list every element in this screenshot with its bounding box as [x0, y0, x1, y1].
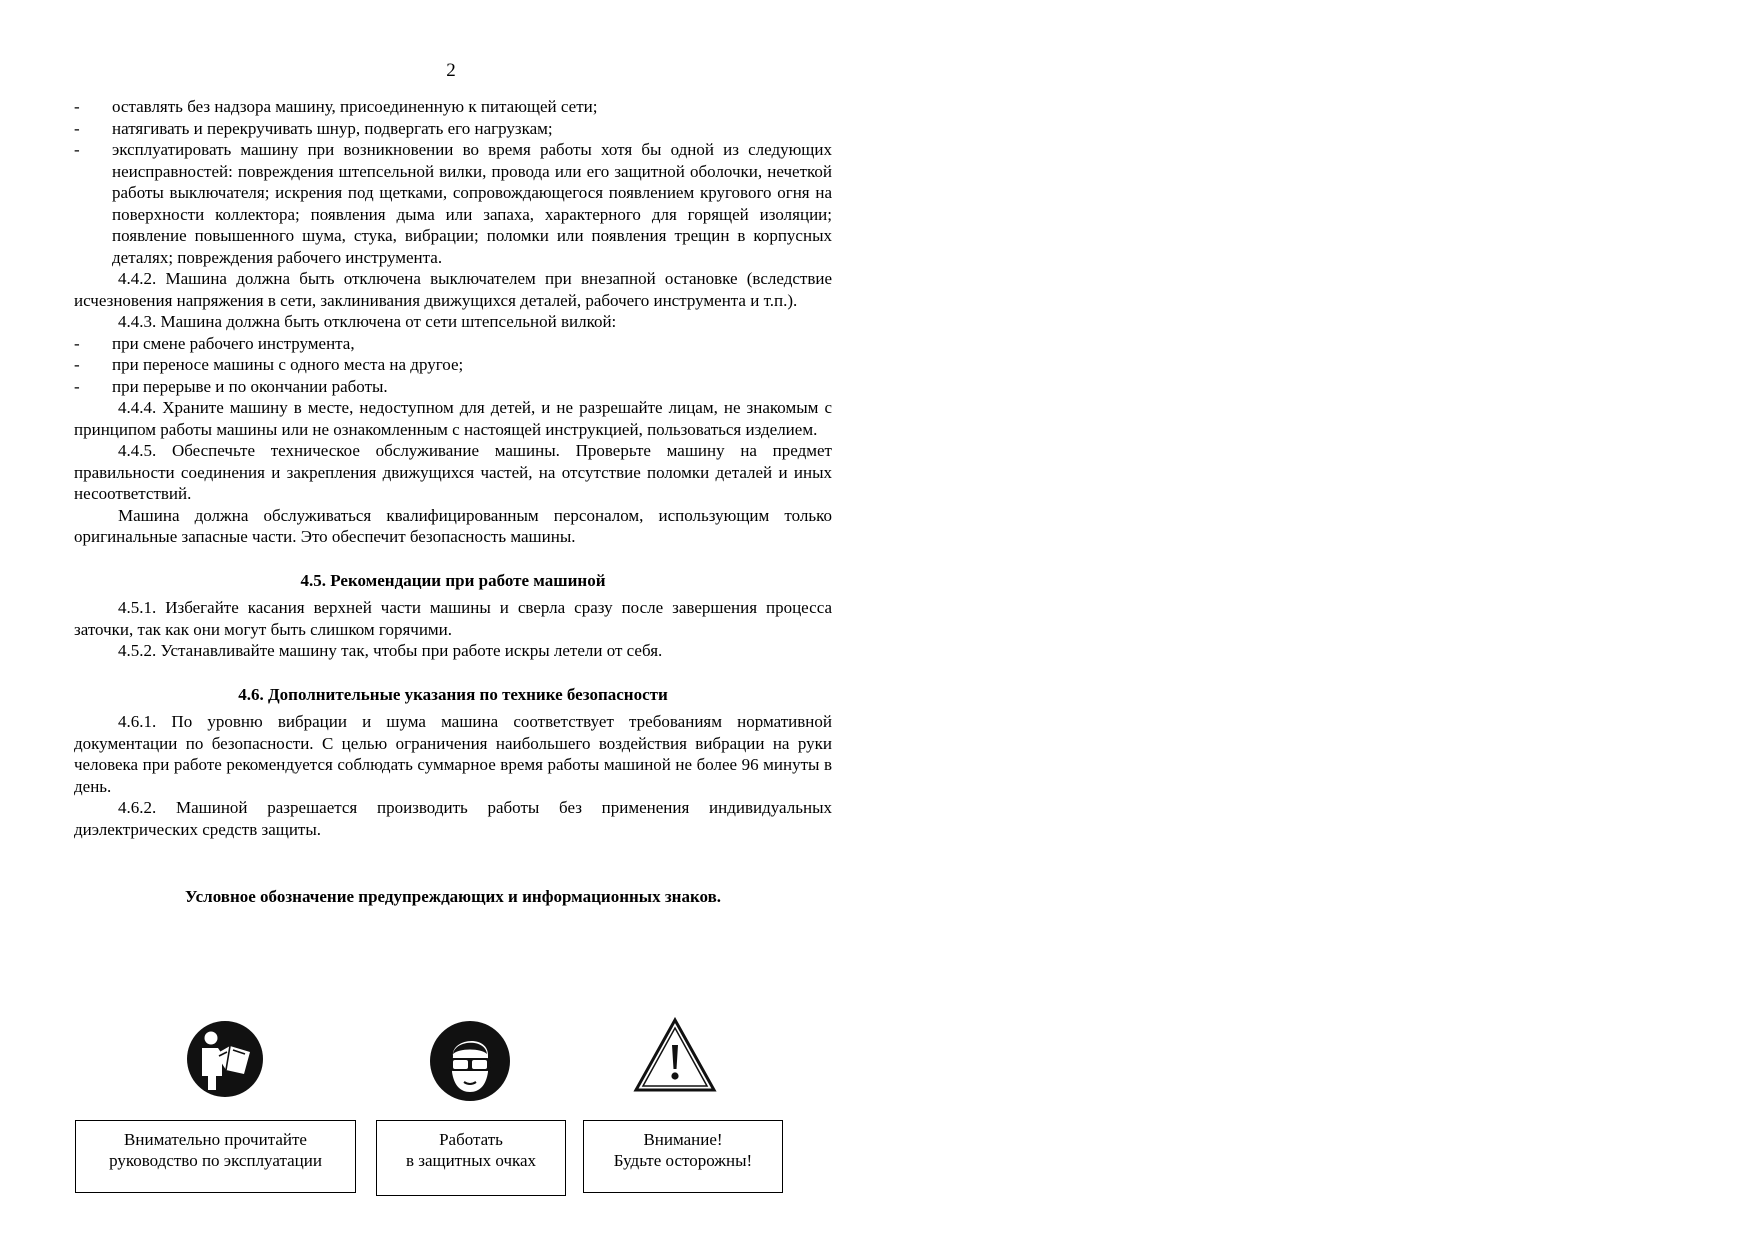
list-item	[74, 354, 832, 376]
caption-line: в защитных очках	[405, 1151, 537, 1170]
paragraph-4-5-2: 4.5.2. Устанавливайте машину так, чтобы при работе искры летели от себя.	[118, 641, 663, 660]
warning-triangle-icon	[633, 1017, 717, 1093]
bullet-dash: -	[74, 376, 80, 396]
bullet-dash: -	[74, 333, 80, 353]
bullet-text: при переносе машины с одного места на другое;	[112, 355, 464, 374]
sign-caption-read-manual	[75, 1120, 356, 1193]
paragraph-4-6-2: 4.6.2. Машиной разрешается производить работы без применения индивидуальных диэлектрических средств защиты.	[74, 798, 832, 839]
heading-4-6: 4.6. Дополнительные указания по технике безопасности	[238, 684, 668, 704]
bullet-text: эксплуатировать машину при возникновении во время работы хотя бы одной из следующих неисправностей: повреждения штепсельной вилки, провода или его защитной оболочки, нечеткой работы выключателя; искрения под щетками, сопровождающегося появлением кругового огня на поверхности коллектора; появления дыма или запаха, характерного для горящей изоляции; появление повышенного шума, стука, вибрации; поломки или появления трещин в корпусных деталях; повреждения рабочего инструмента.	[112, 140, 832, 267]
paragraph-4-4-2: 4.4.2. Машина должна быть отключена выключателем при внезапной остановке (вследствие исчезновения напряжения в сети, заклинивания движущихся деталей, рабочего инструмента и т.п.).	[74, 269, 832, 310]
caption-line: Работать	[439, 1130, 503, 1149]
paragraph-4-4-5: 4.4.5. Обеспечьте техническое обслуживание машины. Проверьте машину на предмет правильности соединения и закрепления движущихся частей, на отсутствие поломки деталей и иных несоответствий.	[74, 441, 832, 503]
caption-line: Внимание!	[643, 1130, 723, 1149]
list-item	[74, 333, 832, 355]
bullet-text: при смене рабочего инструмента,	[112, 333, 355, 353]
paragraph-4-5-1: 4.5.1. Избегайте касания верхней части машины и сверла сразу после завершения процесса заточки, так как они могут быть слишком горячими.	[74, 598, 832, 639]
signs-title: Условное обозначение предупреждающих и информационных знаков.	[184, 887, 722, 906]
sign-caption-goggles	[376, 1120, 566, 1196]
list-item	[74, 376, 832, 398]
bullet-dash: -	[74, 97, 80, 116]
heading-4-5: 4.5. Рекомендации при работе машиной	[300, 570, 606, 590]
list-item	[74, 139, 832, 268]
paragraph-4-4-3: 4.4.3. Машина должна быть отключена от сети штепсельной вилкой:	[118, 312, 617, 331]
paragraph-4-4-4: 4.4.4. Храните машину в месте, недоступном для детей, и не разрешайте лицам, не знакомым с принципом работы машины или не ознакомленным с настоящей инструкцией, пользоваться изделием.	[74, 398, 832, 439]
section-4-4-text	[74, 96, 832, 908]
caption-line: Будьте осторожны!	[613, 1151, 753, 1170]
bullet-text: оставлять без надзора машину, присоединенную к питающей сети;	[112, 97, 598, 116]
paragraph-service: Машина должна обслуживаться квалифицированным персоналом, использующим только оригинальные запасные части. Это обеспечит безопасность машины.	[74, 505, 832, 546]
bullet-dash: -	[74, 118, 80, 138]
bullet-text: натягивать и перекручивать шнур, подвергать его нагрузкам;	[112, 118, 553, 138]
caption-line: Внимательно прочитайте	[124, 1130, 307, 1149]
read-manual-icon	[186, 1020, 264, 1098]
caption-line: руководство по эксплуатации	[109, 1151, 322, 1170]
bullet-dash: -	[74, 355, 80, 374]
bullet-dash: -	[74, 140, 80, 159]
sign-caption-warning	[583, 1120, 783, 1193]
list-item	[74, 118, 832, 140]
list-item	[74, 96, 832, 118]
paragraph-4-6-1: 4.6.1. По уровню вибрации и шума машина соответствует требованиям нормативной документации по безопасности. С целью ограничения наибольшего воздействия вибрации на руки человека при работе рекомендуется соблюдать суммарное время работы машиной не более 96 минуты в день.	[74, 712, 832, 796]
safety-goggles-icon	[429, 1020, 511, 1102]
page-number: 2	[446, 60, 456, 81]
bullet-text: при перерыве и по окончании работы.	[112, 376, 388, 396]
